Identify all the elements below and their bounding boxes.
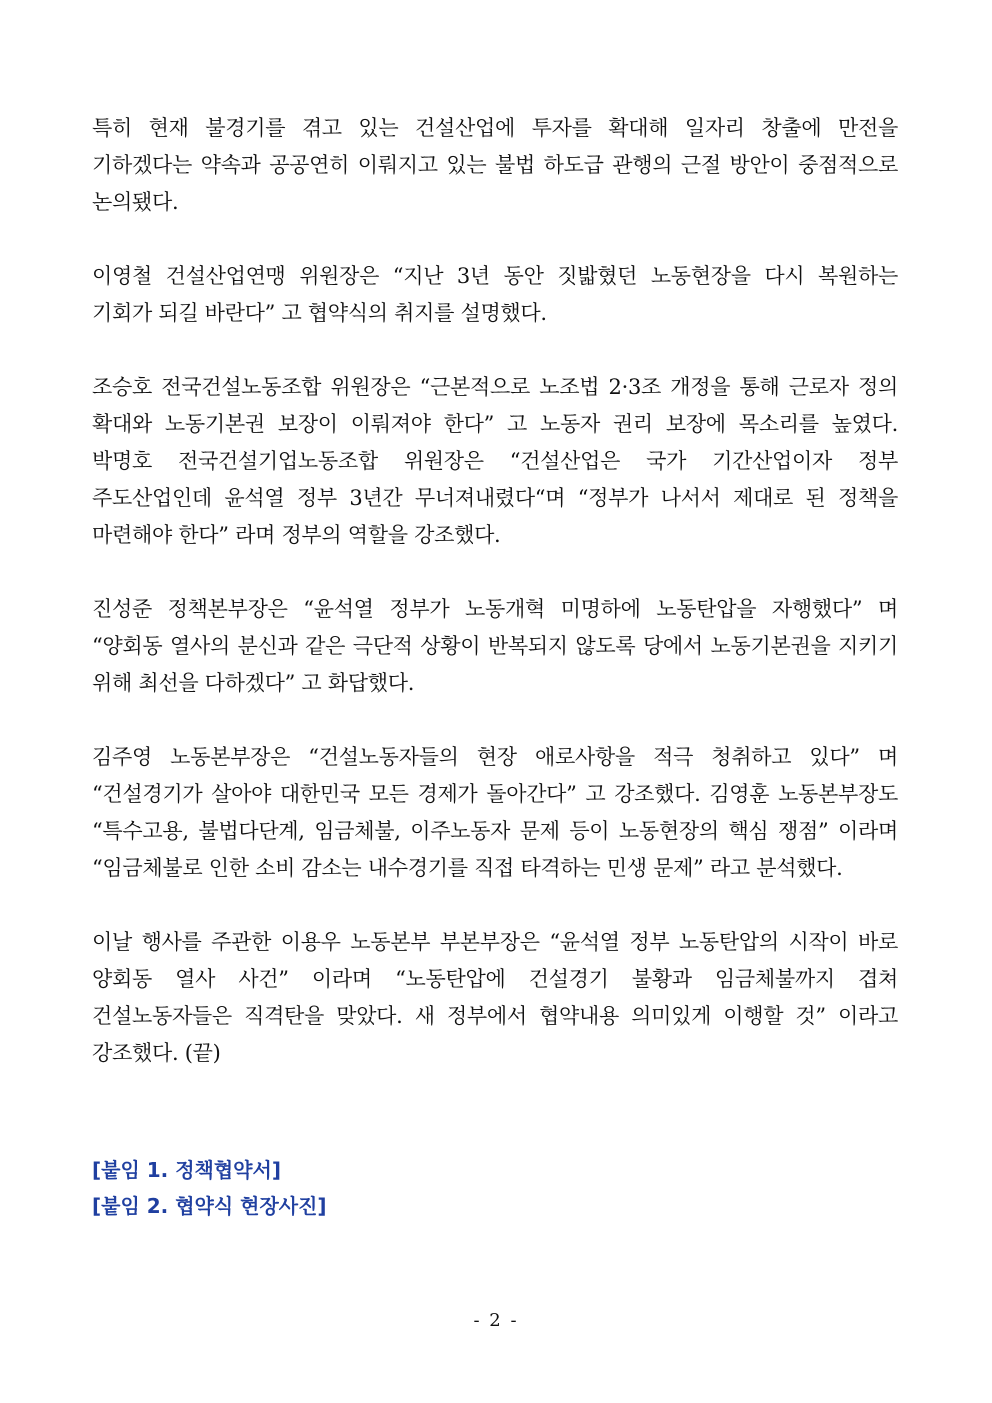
paragraph-jin-sungjoon: 진성준 정책본부장은 “윤석열 정부가 노동개혁 미명하에 노동탄압을 자행했다” 며 “양회동 열사의 분신과 같은 극단적 상황이 반복되지 않도록 당에서 노동기본권을 지키기 위해 최선을 다하겠다” 고 화답했다.	[92, 597, 898, 695]
paragraph-lee-youngchul: 이영철 건설산업연맹 위원장은 “지난 3년 동안 짓밟혔던 노동현장을 다시 복원하는 기회가 되길 바란다” 고 협약식의 취지를 설명했다.	[92, 264, 898, 325]
paragraph-investment: 특히 현재 불경기를 겪고 있는 건설산업에 투자를 확대해 일자리 창출에 만전을 기하겠다는 약속과 공공연히 이뤄지고 있는 불법 하도급 관행의 근절 방안이 중점적으로 논의됐다.	[92, 116, 898, 214]
paragraph-lee-yongwoo: 이날 행사를 주관한 이용우 노동본부 부본부장은 “윤석열 정부 노동탄압의 시작이 바로 양회동 열사 사건” 이라며 “노동탄압에 건설경기 불황과 임금체불까지 겹쳐 건설노동자들은 직격탄을 맞았다. 새 정부에서 협약내용 의미있게 이행할 것” 이라고 강조했다. (끝)	[92, 930, 898, 1065]
attachment-policy-agreement: [붙임 1. 정책협약서]	[92, 1158, 281, 1182]
paragraph-kim-jooyoung: 김주영 노동본부장은 “건설노동자들의 현장 애로사항을 적극 청취하고 있다” 며 “건설경기가 살아야 대한민국 모든 경제가 돌아간다” 고 강조했다. 김영훈 노동본부장도 “특수고용, 불법다단계, 임금체불, 이주노동자 문제 등이 노동현장의 핵심 쟁점” 이라며 “임금체불로 인한 소비 감소는 내수경기를 직접 타격하는 민생 문제” 라고 분석했다.	[92, 745, 898, 880]
attachment-photos: [붙임 2. 협약식 현장사진]	[92, 1194, 327, 1218]
paragraph-cho-park: 조승호 전국건설노동조합 위원장은 “근본적으로 노조법 2·3조 개정을 통해 근로자 정의 확대와 노동기본권 보장이 이뤄져야 한다” 고 노동자 권리 보장에 목소리를 높였다. 박명호 전국건설기업노동조합 위원장은 “건설산업은 국가 기간산업이자 정부 주도산업인데 윤석열 정부 3년간 무너져내렸다“며 “정부가 나서서 제대로 된 정책을 마련해야 한다” 라며 정부의 역할을 강조했다.	[92, 375, 898, 547]
body-text	[92, 110, 898, 1109]
page-number: - 2 -	[473, 1310, 519, 1331]
attachment-list	[92, 1152, 898, 1224]
